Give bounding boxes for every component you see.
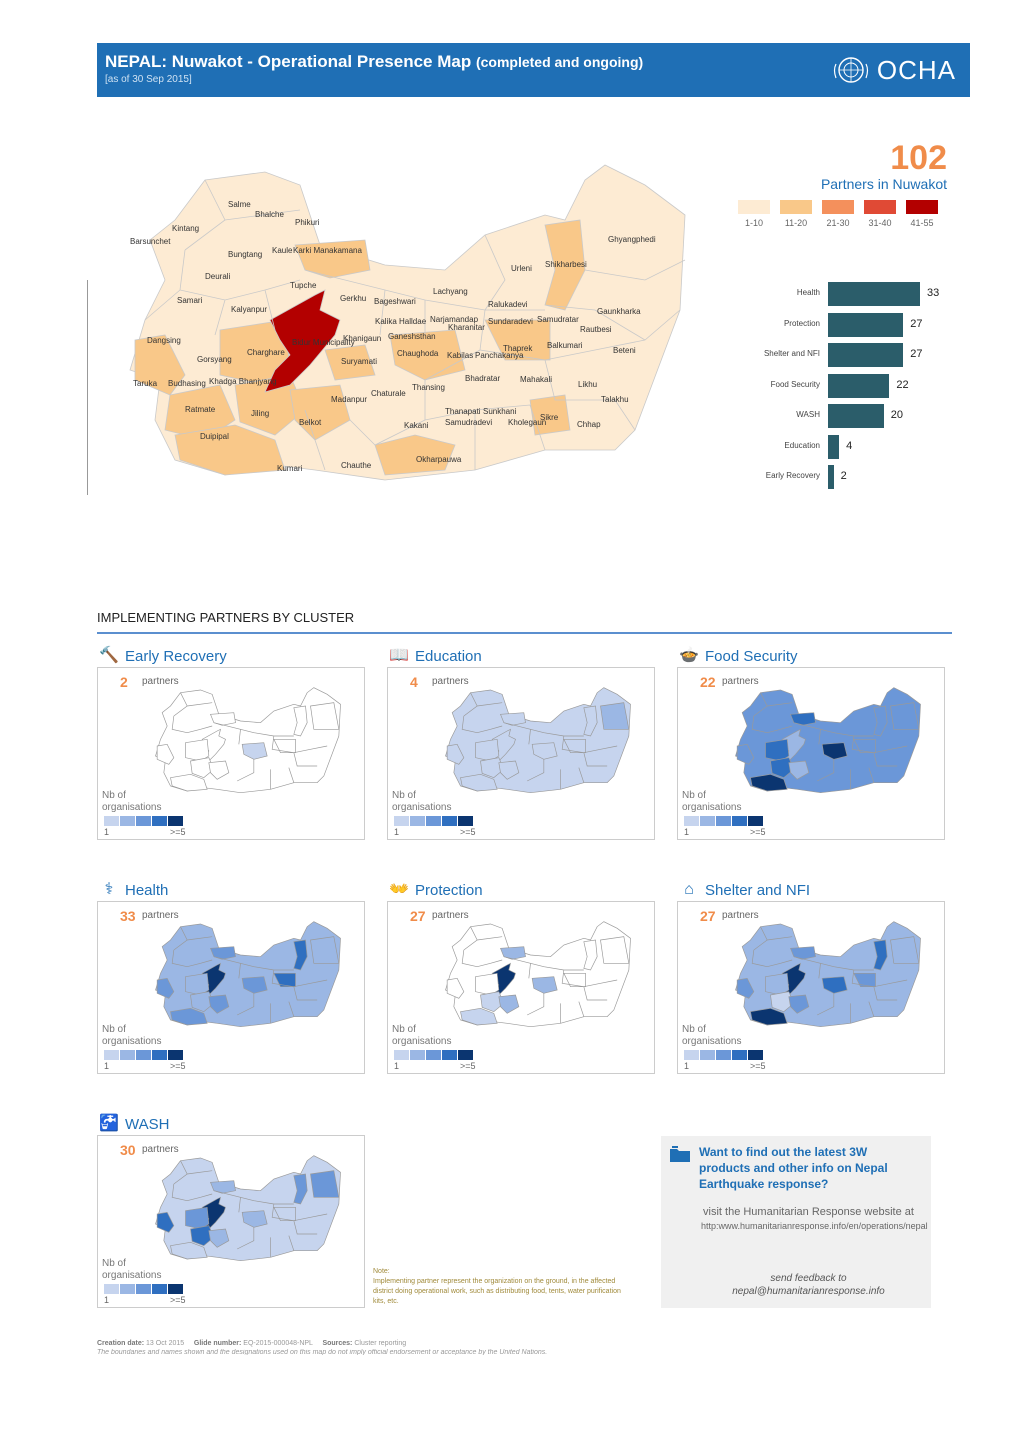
cluster-panel	[677, 667, 945, 840]
panel-title: Education	[415, 647, 482, 665]
scale-labels: 1 >=5	[104, 827, 186, 837]
vdc-label: Karki Manakamana	[293, 246, 362, 255]
scale-swatch	[152, 1284, 167, 1294]
vdc-label: Ganeshsthan	[388, 332, 436, 341]
cluster-map	[718, 920, 938, 1030]
legend-swatch	[906, 200, 938, 214]
scale-swatch	[104, 1050, 119, 1060]
vdc-label: Lachyang	[433, 287, 468, 296]
scale-swatch	[394, 816, 409, 826]
bar-category-label: Protection	[783, 318, 820, 328]
vdc-label: Kakani	[404, 421, 429, 430]
bar-row	[740, 465, 960, 489]
vdc-label: Sunkhani	[483, 407, 517, 416]
footer	[97, 1340, 406, 1347]
vdc-label: Deurali	[205, 272, 231, 281]
tap-icon: 🚰	[99, 1115, 119, 1132]
vdc-label: Duipipal	[200, 432, 229, 441]
scale-labels: 1 >=5	[104, 1295, 186, 1305]
scale-swatch	[168, 816, 183, 826]
vdc-label: Gaunkharka	[597, 307, 641, 316]
scale-swatch	[748, 816, 763, 826]
bar-category-label: Food Security	[770, 379, 820, 389]
panel-title: WASH	[125, 1115, 170, 1133]
partner-unit: partners	[142, 910, 179, 921]
scale-swatch	[168, 1050, 183, 1060]
scale-swatch	[120, 816, 135, 826]
vdc-label: Ralukadevi	[488, 300, 528, 309]
vdc-label: Ghyangphedi	[608, 235, 656, 244]
vdc-label: Barsunchet	[130, 237, 171, 246]
scale-swatch	[700, 816, 715, 826]
partner-count: 22	[700, 674, 716, 690]
partner-count: 27	[410, 908, 426, 924]
vdc-label: Gorsyang	[197, 355, 232, 364]
vdc-label: Ratmate	[185, 405, 216, 414]
bar	[828, 313, 903, 337]
vdc-label: Rautbesi	[580, 325, 612, 334]
scale-swatch	[120, 1284, 135, 1294]
section-divider	[97, 632, 952, 634]
shelter-icon: ⌂	[684, 881, 694, 898]
logo-text: OCHA	[876, 54, 956, 85]
vdc-label: Belkot	[299, 418, 322, 427]
vdc-label: Kholegaun	[508, 418, 547, 427]
vdc-label: Talakhu	[601, 395, 629, 404]
bar-value-label: 33	[927, 287, 940, 299]
cluster-map	[138, 1154, 358, 1264]
scale-title: Nb of organisations	[392, 1024, 452, 1047]
page-title	[105, 52, 643, 72]
panel-title: Food Security	[705, 647, 798, 665]
bar	[828, 404, 884, 428]
feedback-email[interactable]: nepal@humanitarianresponse.info	[732, 1286, 885, 1297]
main-map	[125, 160, 690, 490]
bar	[828, 343, 903, 367]
vdc-label: Narjamandap	[430, 315, 479, 324]
partner-count: 33	[120, 908, 136, 924]
cluster-panel	[97, 901, 365, 1074]
scale-title: Nb of organisations	[682, 790, 742, 813]
total-label: Partners in Nuwakot	[820, 176, 947, 192]
panel-heading	[679, 647, 798, 665]
scale-bar	[394, 816, 473, 826]
scale-swatch	[168, 1284, 183, 1294]
folder-icon	[670, 1146, 690, 1162]
glide-label: Glide number:	[193, 1340, 242, 1347]
vdc-label: Khanigaun	[343, 334, 382, 343]
scale-title: Nb of organisations	[102, 1024, 162, 1047]
vdc-label: Beteni	[613, 346, 636, 355]
partner-unit: partners	[142, 676, 179, 687]
scale-swatch	[410, 816, 425, 826]
feedback-text: send feedback to	[770, 1273, 847, 1284]
note-text: Implementing partner represent the organization on the ground, in the affected district doing operational work, such as distributing food, tents, water purification kits, etc.	[373, 1278, 621, 1305]
scale-swatch	[120, 1050, 135, 1060]
sources-label: Sources:	[322, 1340, 353, 1347]
scale-swatch	[748, 1050, 763, 1060]
bar	[828, 435, 839, 459]
legend-swatch	[780, 200, 812, 214]
partner-unit: partners	[722, 676, 759, 687]
partner-count: 2	[120, 674, 128, 690]
legend-swatch	[822, 200, 854, 214]
vdc-label: Urleni	[511, 264, 532, 273]
vdc-label: Panchakanya	[475, 351, 524, 360]
vdc-label: Chaughoda	[397, 349, 439, 358]
bar-value-label: 4	[846, 439, 853, 452]
creation-label: Creation date:	[97, 1340, 145, 1347]
partner-unit: partners	[142, 1144, 179, 1155]
note	[373, 1267, 633, 1307]
vdc-label: Thanapati	[445, 407, 481, 416]
scale-bar	[104, 1284, 183, 1294]
cluster-panel	[387, 901, 655, 1074]
vdc-label: Shikharbesi	[545, 260, 587, 269]
vdc-label: Kumari	[277, 464, 303, 473]
bar-row	[740, 435, 960, 459]
bar-category-label: WASH	[796, 410, 820, 419]
book-icon: 📖	[389, 647, 409, 664]
vdc-label: Samudradevi	[445, 418, 493, 427]
un-emblem-icon	[831, 54, 871, 86]
panel-title: Early Recovery	[125, 647, 227, 665]
cluster-panel	[97, 667, 365, 840]
vdc-label: Salme	[228, 200, 251, 209]
title-main: NEPAL: Nuwakot - Operational Presence Map	[105, 52, 472, 71]
vdc-label: Khadga Bhanjyang	[209, 377, 277, 386]
legend-range-label: 1-10	[744, 218, 763, 228]
info-box	[661, 1136, 931, 1308]
cluster-panel	[97, 1135, 365, 1308]
panel-title: Protection	[415, 881, 483, 899]
vdc-label: Jiling	[251, 409, 270, 418]
bar-row	[740, 282, 960, 306]
bar	[828, 282, 920, 306]
scale-swatch	[104, 1284, 119, 1294]
scale-swatch	[152, 1050, 167, 1060]
vdc-label: Tupche	[290, 281, 317, 290]
bar-category-label: Early Recovery	[765, 471, 820, 480]
vdc-label: Samudratar	[537, 315, 579, 324]
map-legend	[738, 200, 950, 228]
scale-labels: 1 >=5	[684, 827, 766, 837]
vdc-label: Balkumari	[547, 341, 583, 350]
food-icon: 🍲	[679, 647, 699, 664]
vdc-label: Kabilas	[447, 351, 474, 360]
legend-labels	[738, 218, 950, 228]
legend-range-label: 31-40	[868, 218, 892, 228]
scale-swatch	[458, 816, 473, 826]
bar-category-label: Shelter and NFI	[763, 349, 820, 358]
partner-count: 30	[120, 1142, 136, 1158]
scale-swatch	[716, 1050, 731, 1060]
vdc-label: Suryamati	[341, 357, 378, 366]
vdc-label: Sundaradevi	[488, 317, 533, 326]
scale-swatch	[684, 816, 699, 826]
scale-swatch	[458, 1050, 473, 1060]
vdc-label: Okharpauwa	[416, 455, 462, 464]
vdc-label: Taruka	[133, 379, 158, 388]
scale-bar	[104, 816, 183, 826]
scale-swatch	[152, 816, 167, 826]
vdc-label: Kalika Halldae	[375, 317, 427, 326]
glide-number: EQ-2015-000048-NPL	[243, 1340, 313, 1347]
panel-heading	[99, 881, 168, 899]
scale-title: Nb of organisations	[682, 1024, 742, 1047]
bar	[828, 374, 889, 398]
vdc-label: Sikre	[540, 413, 559, 422]
total-partners	[780, 140, 947, 192]
scale-swatch	[732, 1050, 747, 1060]
total-value: 102	[890, 139, 947, 177]
cluster-map	[138, 686, 358, 796]
scale-title: Nb of organisations	[392, 790, 452, 813]
legend-swatch	[738, 200, 770, 214]
panel-heading	[99, 647, 227, 665]
cluster-panel	[387, 667, 655, 840]
scale-labels: 1 >=5	[394, 1061, 476, 1071]
vdc-label: Kaule	[272, 246, 293, 255]
vdc-label: Chhap	[577, 420, 601, 429]
vdc-label: Bageshwari	[374, 297, 416, 306]
header-banner	[97, 43, 970, 97]
bar-value-label: 20	[890, 409, 903, 421]
vdc-label: Bhadratar	[465, 374, 501, 383]
info-question: Want to find out the latest 3W products and other info on Nepal Earthquake response?	[699, 1145, 888, 1191]
scale-swatch	[394, 1050, 409, 1060]
bar-row	[740, 374, 960, 398]
section-title: IMPLEMENTING PARTNERS BY CLUSTER	[97, 610, 355, 625]
legend-swatches	[738, 200, 950, 214]
bar-category-label: Health	[796, 288, 820, 297]
bar	[828, 465, 834, 489]
cluster-map	[718, 686, 938, 796]
scale-bar	[684, 816, 763, 826]
creation-date: 13 Oct 2015	[146, 1340, 185, 1347]
cluster-bar-chart	[740, 275, 960, 495]
title-sub: (completed and ongoing)	[475, 54, 644, 70]
vdc-label: Bungtang	[228, 250, 263, 259]
scale-bar	[104, 1050, 183, 1060]
vdc-label: Chaturale	[371, 389, 406, 398]
scale-swatch	[442, 1050, 457, 1060]
scale-swatch	[104, 816, 119, 826]
scale-swatch	[442, 816, 457, 826]
vdc-label: Likhu	[578, 380, 598, 389]
scale-swatch	[684, 1050, 699, 1060]
scale-swatch	[136, 1284, 151, 1294]
scale-swatch	[136, 1050, 151, 1060]
protection-icon: 👐	[389, 881, 409, 898]
cluster-panel	[677, 901, 945, 1074]
scale-bar	[394, 1050, 473, 1060]
website-link[interactable]: http:www.humanitarianresponse.info/en/operations/nepal	[701, 1221, 928, 1231]
scale-swatch	[136, 816, 151, 826]
vdc-label: Budhasing	[168, 379, 206, 388]
panel-heading	[389, 881, 483, 899]
vdc-label: Kharanitar	[448, 323, 485, 332]
bar-row	[740, 313, 960, 337]
hammer-icon: 🔨	[99, 647, 119, 664]
bar-row	[740, 404, 960, 428]
legend-range-label: 41-55	[910, 218, 934, 228]
legend-swatch	[864, 200, 896, 214]
scale-swatch	[700, 1050, 715, 1060]
vdc-label: Phikuri	[295, 218, 320, 227]
vdc-label: Bhalche	[255, 210, 284, 219]
scale-bar	[684, 1050, 763, 1060]
scale-swatch	[426, 1050, 441, 1060]
vdc-label: Kalyanpur	[231, 305, 268, 314]
vdc-label: Madanpur	[331, 395, 368, 404]
cluster-map	[428, 686, 648, 796]
vdc-label: Bidur Municipality	[292, 338, 355, 347]
bar-value-label: 27	[910, 317, 923, 330]
note-label: Note:	[373, 1268, 390, 1275]
panel-title: Shelter and NFI	[705, 881, 811, 899]
health-icon: ⚕	[104, 881, 114, 898]
ocha-logo	[831, 54, 956, 86]
legend-range-label: 21-30	[826, 218, 850, 228]
scale-labels: 1 >=5	[104, 1061, 186, 1071]
bar-value-label: 27	[910, 348, 923, 360]
panel-heading	[99, 1115, 169, 1133]
scale-labels: 1 >=5	[684, 1061, 766, 1071]
info-visit	[701, 1205, 928, 1233]
partner-unit: partners	[432, 910, 469, 921]
vdc-label: Kintang	[172, 224, 200, 233]
scale-swatch	[410, 1050, 425, 1060]
vdc-label: Samari	[177, 296, 203, 305]
chart-axis	[87, 280, 88, 495]
feedback	[701, 1272, 916, 1298]
bar-row	[740, 343, 960, 367]
disclaimer: The boundaries and names shown and the designations used on this map do not imply official endorsement or acceptance by the United Nations.	[97, 1349, 548, 1355]
scale-swatch	[732, 816, 747, 826]
scale-title: Nb of organisations	[102, 790, 162, 813]
vdc-label: Mahakali	[520, 375, 553, 384]
cluster-map	[428, 920, 648, 1030]
vdc-label: Dangsing	[147, 336, 181, 345]
partner-count: 27	[700, 908, 716, 924]
partner-count: 4	[410, 674, 418, 690]
vdc-label: Chauthe	[341, 461, 372, 470]
bar-category-label: Education	[784, 440, 820, 450]
partner-unit: partners	[722, 910, 759, 921]
partner-unit: partners	[432, 676, 469, 687]
scale-swatch	[716, 816, 731, 826]
vdc-label: Charghare	[247, 348, 285, 357]
scale-title: Nb of organisations	[102, 1258, 162, 1281]
scale-labels: 1 >=5	[394, 827, 476, 837]
cluster-map	[138, 920, 358, 1030]
panel-title: Health	[125, 881, 169, 899]
sources-value: Cluster reporting	[354, 1340, 407, 1347]
scale-swatch	[426, 816, 441, 826]
legend-range-label: 11-20	[784, 218, 808, 228]
visit-text: visit the Humanitarian Response website at	[703, 1206, 914, 1218]
bar-value-label: 22	[896, 378, 909, 391]
panel-heading	[679, 881, 810, 899]
date-label: [as of 30 Sep 2015]	[105, 74, 192, 85]
vdc-label: Gerkhu	[340, 294, 367, 303]
vdc-label: Thansing	[412, 383, 445, 392]
vdc-label: Thaprek	[503, 344, 533, 353]
bar-value-label: 2	[840, 470, 847, 482]
panel-heading	[389, 647, 482, 665]
